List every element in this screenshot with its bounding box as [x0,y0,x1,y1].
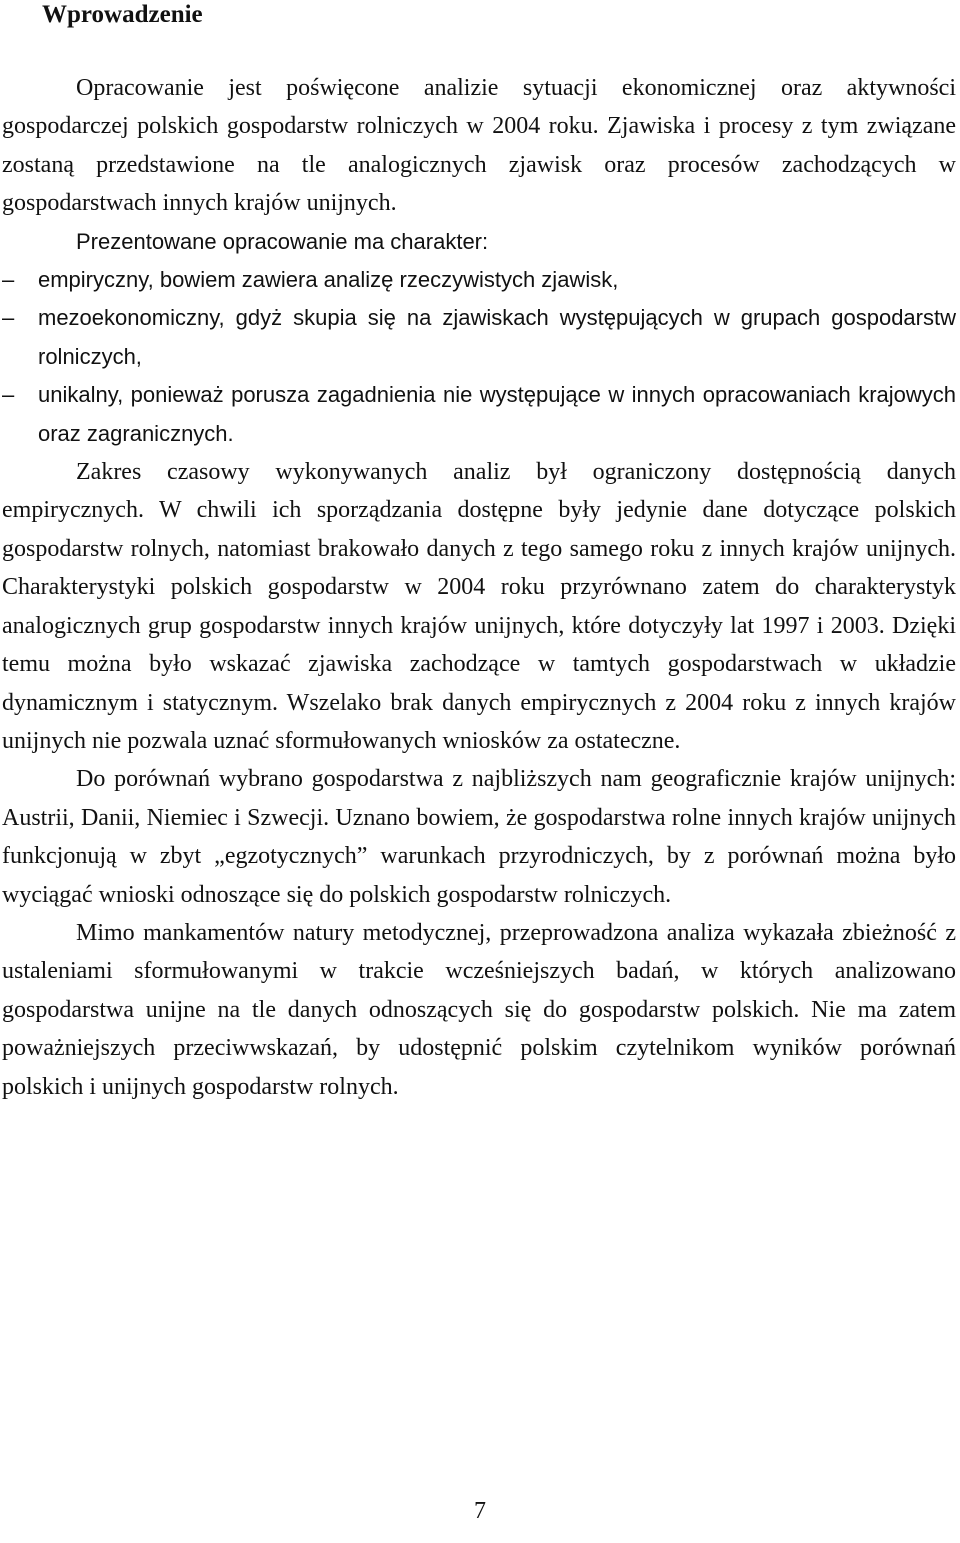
list-item-text: mezoekonomiczny, gdyż skupia się na zjawiskach występujących w grupach gospodarstw rolniczych, [38,305,956,369]
list-item-mezoekonomiczny [2,299,956,376]
section-title: Wprowadzenie [42,1,203,28]
list-item-text: empiryczny, bowiem zawiera analizę rzeczywistych zjawisk, [38,267,619,293]
body-text [2,69,956,1106]
dash-bullet: – [2,305,15,331]
list-item-unikalny [2,376,956,453]
list-item-empiryczny [2,261,956,299]
dash-bullet: – [2,382,15,408]
list-item-text: unikalny, ponieważ porusza zagadnienia nie występujące w innych opracowaniach krajowych oraz zagranicznych. [38,382,956,446]
paragraph-intro: Opracowanie jest poświęcone analizie sytuacji ekonomicznej oraz aktywności gospodarczej polskich gospodarstw rolniczych w 2004 roku. Zjawiska i procesy z tym związane zostaną przedstawione na tle analogicznych zjawisk oraz procesów zachodzących w gospodarstwach innych krajów unijnych. [2,75,956,217]
paragraph-zakres: Zakres czasowy wykonywanych analiz był ograniczony dostępnością danych empirycznych. W chwili ich sporządzania dostępne były jedynie dane dotyczące polskich gospodarstw rolnych, natomiast brakowało danych z tego samego roku z innych krajów unijnych. Charakterystyki polskich gospodarstw w 2004 roku przyrównano zatem do charakterystyk analogicznych grup gospodarstw innych krajów unijnych, które dotyczyły lat 1997 i 2003. Dzięki temu można było wskazać zjawiska zachodzące w tamtych gospodarstwach w układzie dynamicznym i statycznym. Wszelako brak danych empirycznych z 2004 roku z innych krajów unijnych nie pozwala uznać sformułowanych wniosków za ostateczne. [2,459,956,754]
paragraph-porownania: Do porównań wybrano gospodarstwa z najbliższych nam geograficznie krajów unijnych: Austrii, Danii, Niemiec i Szwecji. Uznano bowiem, że gospodarstwa rolne innych krajów unijnych funkcjonują w zbyt „egzotycznych” warunkach przyrodniczych, by z porównań można było wyciągać wnioski odnoszące się do polskich gospodarstw rolniczych. [2,766,956,908]
list-intro: Prezentowane opracowanie ma charakter: [76,228,489,254]
page-number: 7 [474,1498,486,1524]
paragraph-mankamenty: Mimo mankamentów natury metodycznej, przeprowadzona analiza wykazała zbieżność z ustaleniami sformułowanymi w trakcie wcześniejszych badań, w których analizowano gospodarstwa unijne na tle danych odnoszących się do gospodarstw polskich. Nie ma zatem poważniejszych przeciwwskazań, by udostępnić polskim czytelnikom wyników porównań polskich i unijnych gospodarstw rolnych. [2,919,956,1100]
dash-bullet: – [2,267,15,293]
